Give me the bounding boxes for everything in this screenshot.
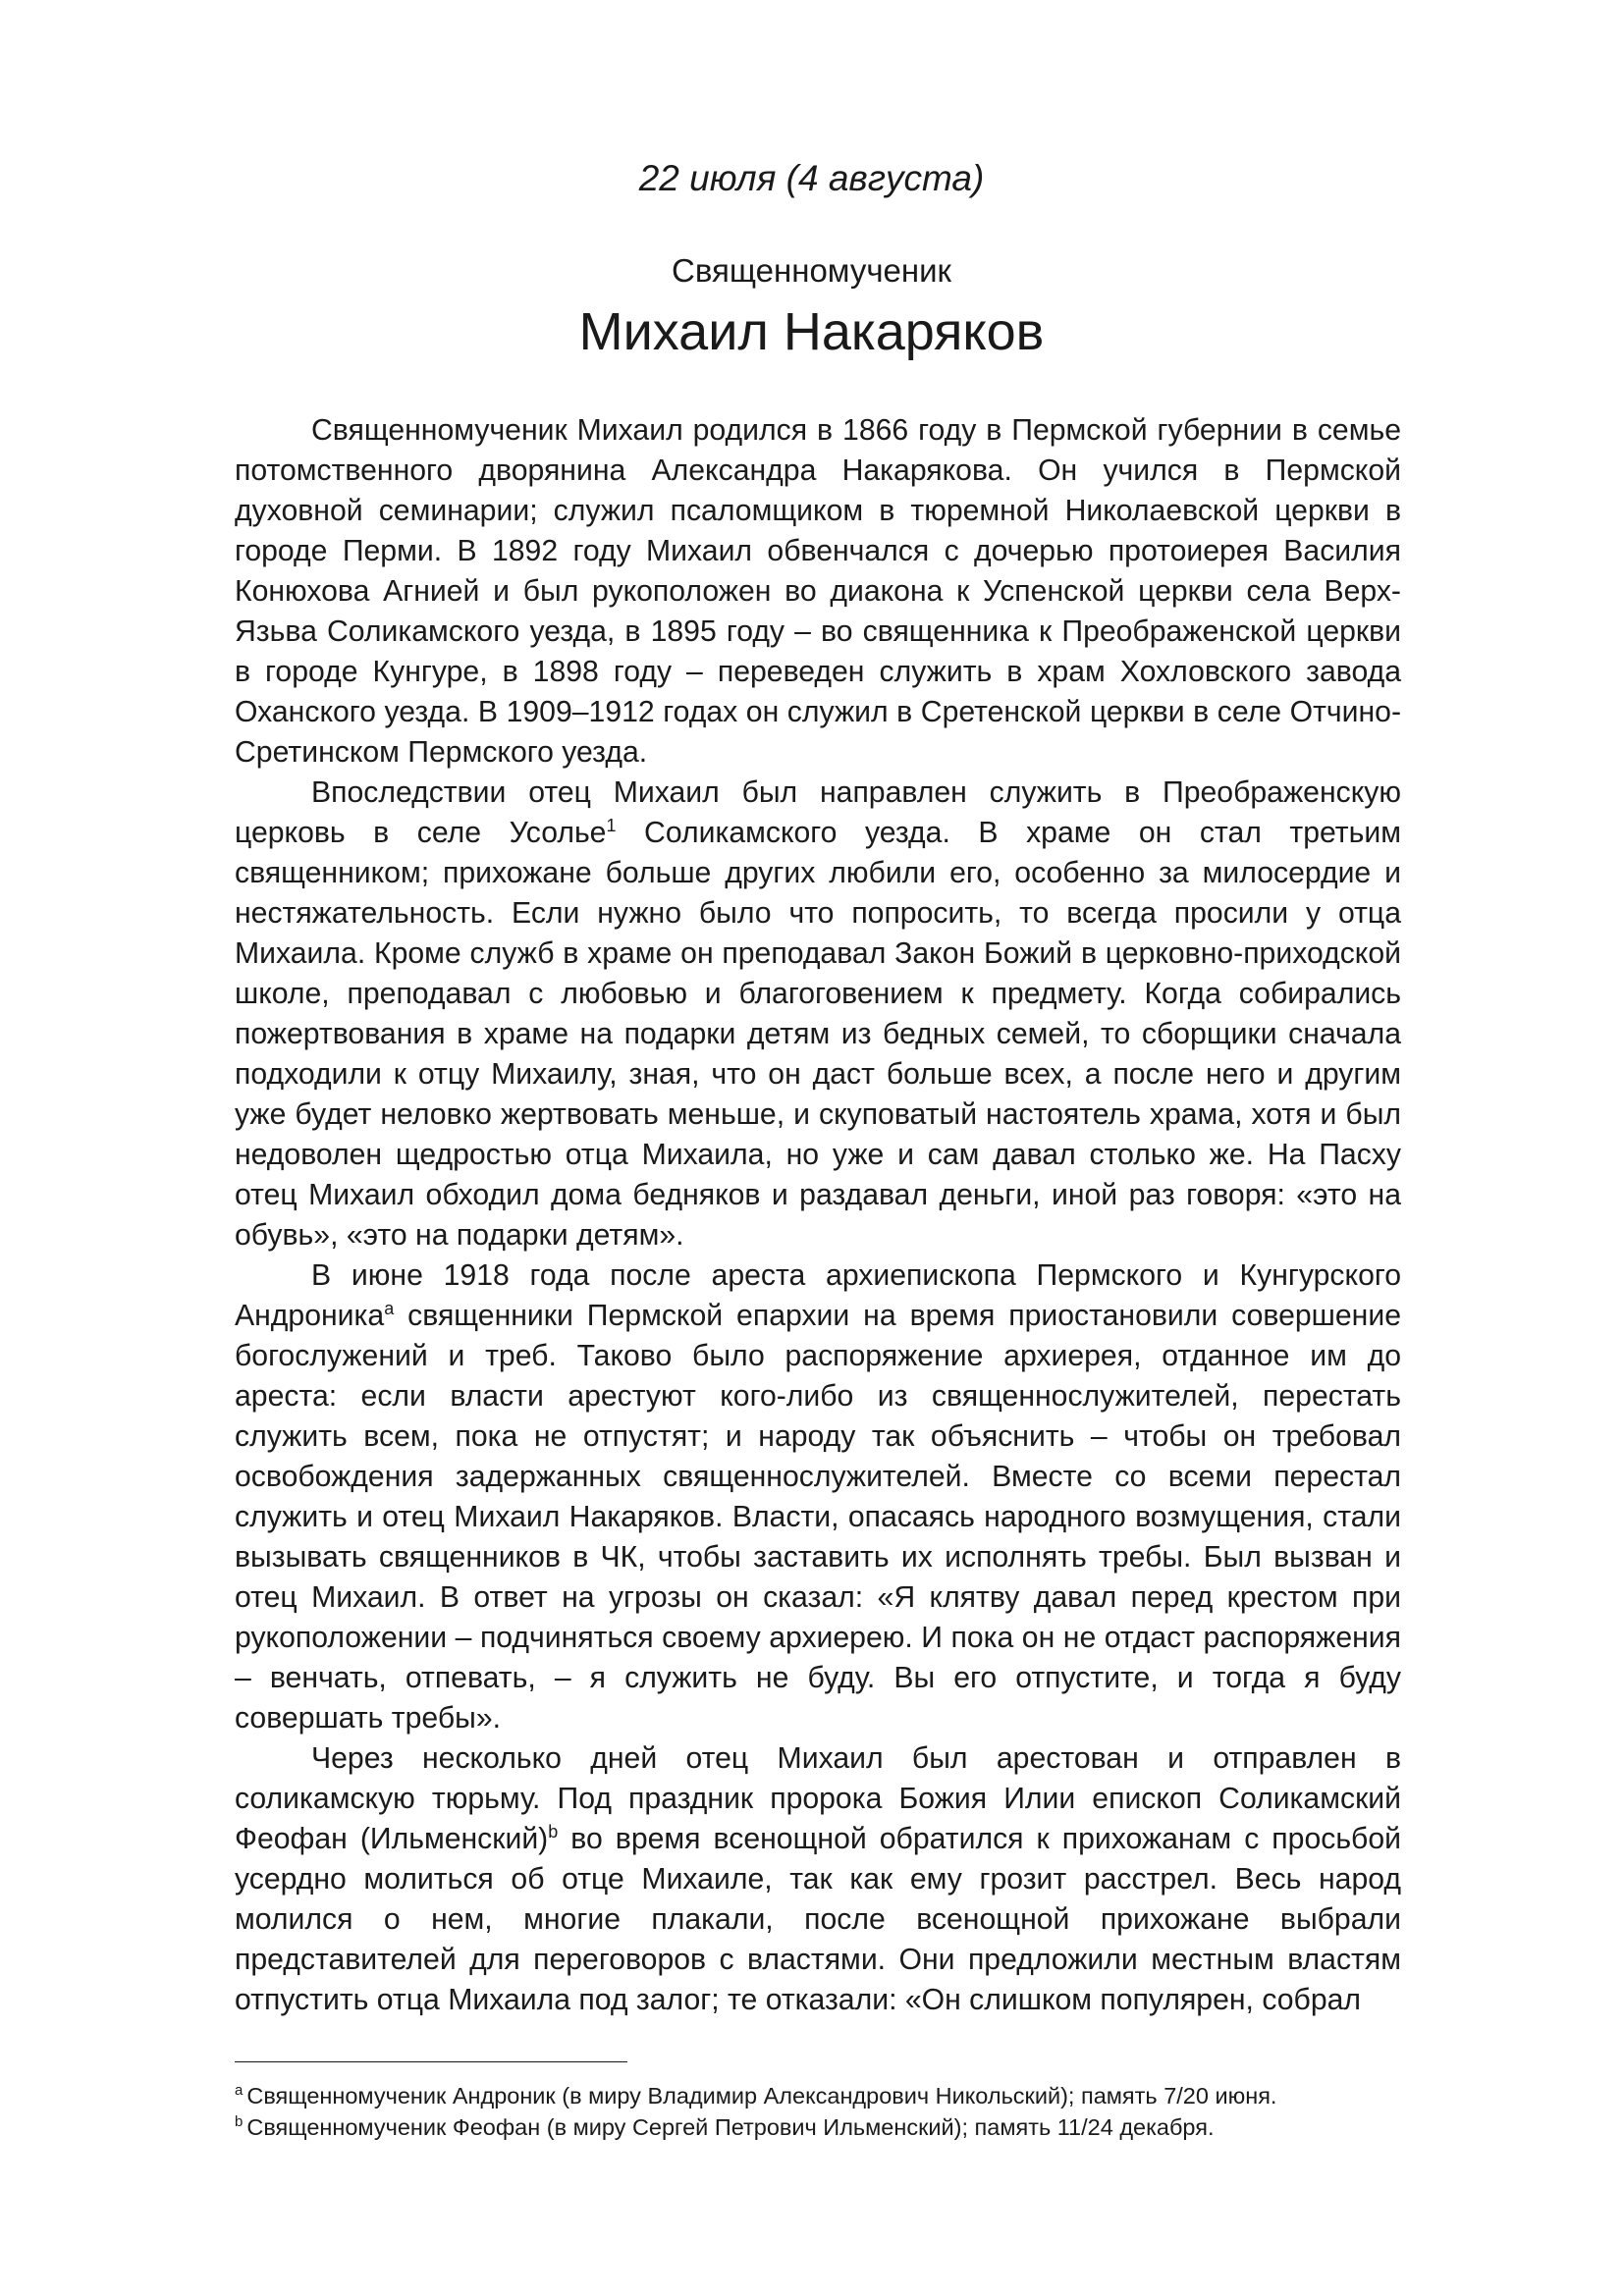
paragraph-3-text-start: В июне 1918 года после ареста архиепископа Пермского и Кунгурского Андроника — [235, 1259, 1401, 1332]
paragraph-4-text-start: Через несколько дней отец Михаил был арестован и отправлен в соликамскую тюрьму. Под праздник пророка Божия Илии епископ Соликамский Феофан (Ильменский) — [235, 1742, 1401, 1855]
page-title: Михаил Накаряков — [578, 302, 1045, 361]
footnote-b — [235, 2111, 1401, 2143]
footnote-a — [235, 2080, 1401, 2111]
footnote-divider — [235, 2061, 627, 2062]
paragraph-4 — [235, 1738, 1401, 2020]
footnotes — [235, 2080, 1401, 2143]
footnote-ref-b: b — [548, 1821, 559, 1842]
paragraph-1: Священномученик Михаил родился в 1866 году в Пермской губернии в семье потомственного дворянина Александра Накарякова. Он учился в Пермской духовной семинарии; служил псаломщиком в тюремной Николаевской церкви в городе Перми. В 1892 году Михаил обвенчался с дочерью протоиерея Василия Конюхова Агнией и был рукоположен во диакона к Успенской церкви села Верх-Язьва Соликамского уезда, в 1895 году – во священника к Преображенской церкви в городе Кунгуре, в 1898 году – переведен служить в храм Хохловского завода Оханского уезда. В 1909–1912 годах он служил в Сретенской церкви в селе Отчино-Сретинском Пермского уезда. — [235, 414, 1401, 769]
footnote-b-text: Священномученик Феофан (в миру Сергей Петрович Ильменский); память 11/24 декабря. — [246, 2114, 1215, 2140]
footnote-ref-a: a — [384, 1298, 395, 1318]
article-body — [235, 410, 1401, 2020]
footnote-mark-a: a — [235, 2082, 243, 2100]
feast-date: 22 июля (4 августа) — [638, 158, 985, 198]
paragraph-2-text-end: Соликамского уезда. В храме он стал третьим священником; прихожане больше других любили его, особенно за милосердие и нестяжательность. Если нужно было что попросить, то всегда просили у отца Михаила. Кроме служб в храме он преподавал Закон Божий в церковно-приходской школе, преподавал с любовью и благоговением к предмету. Когда собирались пожертвования в храме на подарки детям из бедных семей, то сборщики сначала подходили к отцу Михаилу, зная, что он даст больше всех, а после него и другим уже будет неловко жертвовать меньше, и скуповатый настоятель храма, хотя и был недоволен щедростью отца Михаила, но уже и сам давал столько же. На Пасху отец Михаил обходил дома бедняков и раздавал деньги, иной раз говоря: «это на обувь», «это на подарки детям». — [235, 817, 1401, 1252]
paragraph-3 — [235, 1255, 1401, 1738]
footnote-ref-1: 1 — [606, 815, 617, 835]
footnote-mark-b: b — [235, 2113, 243, 2131]
saint-rank: Священномученик — [672, 252, 951, 289]
paragraph-3-text-end: священники Пермской епархии на время приостановили совершение богослужений и треб. Таково было распоряжение архиерея, отданное им до ареста: если власти арестуют кого-либо из священнослужителей, перестать служить всем, пока не отпустят; и народу так объяснить – чтобы он требовал освобождения задержанных священнослужителей. Вместе со всеми перестал служить и отец Михаил Накаряков. Власти, опасаясь народного возмущения, стали вызывать священников в ЧК, чтобы заставить их исполнять требы. Был вызван и отец Михаил. В ответ на угрозы он сказал: «Я клятву давал перед крестом при рукоположении – подчиняться своему архиерею. И пока он не отдаст распоряжения – венчать, отпевать, – я служить не буду. Вы его отпустите, и тогда я буду совершать требы». — [235, 1300, 1401, 1735]
paragraph-2-text-start: Впоследствии отец Михаил был направлен служить в Преображенскую церковь в селе Усолье — [235, 776, 1401, 849]
footnote-a-text: Священномученик Андроник (в миру Владимир Александрович Никольский); память 7/20 июня. — [246, 2083, 1277, 2109]
paragraph-2 — [235, 773, 1401, 1255]
paragraph-4-text-end: во время всенощной обратился к прихожанам с просьбой усердно молиться об отце Михаиле, так как ему грозит расстрел. Весь народ молился о нем, многие плакали, после всенощной прихожане выбрали представителей для переговоров с властями. Они предложили местным властям отпустить отца Михаила под залог; те отказали: «Он слишком популярен, собрал — [235, 1823, 1401, 2016]
